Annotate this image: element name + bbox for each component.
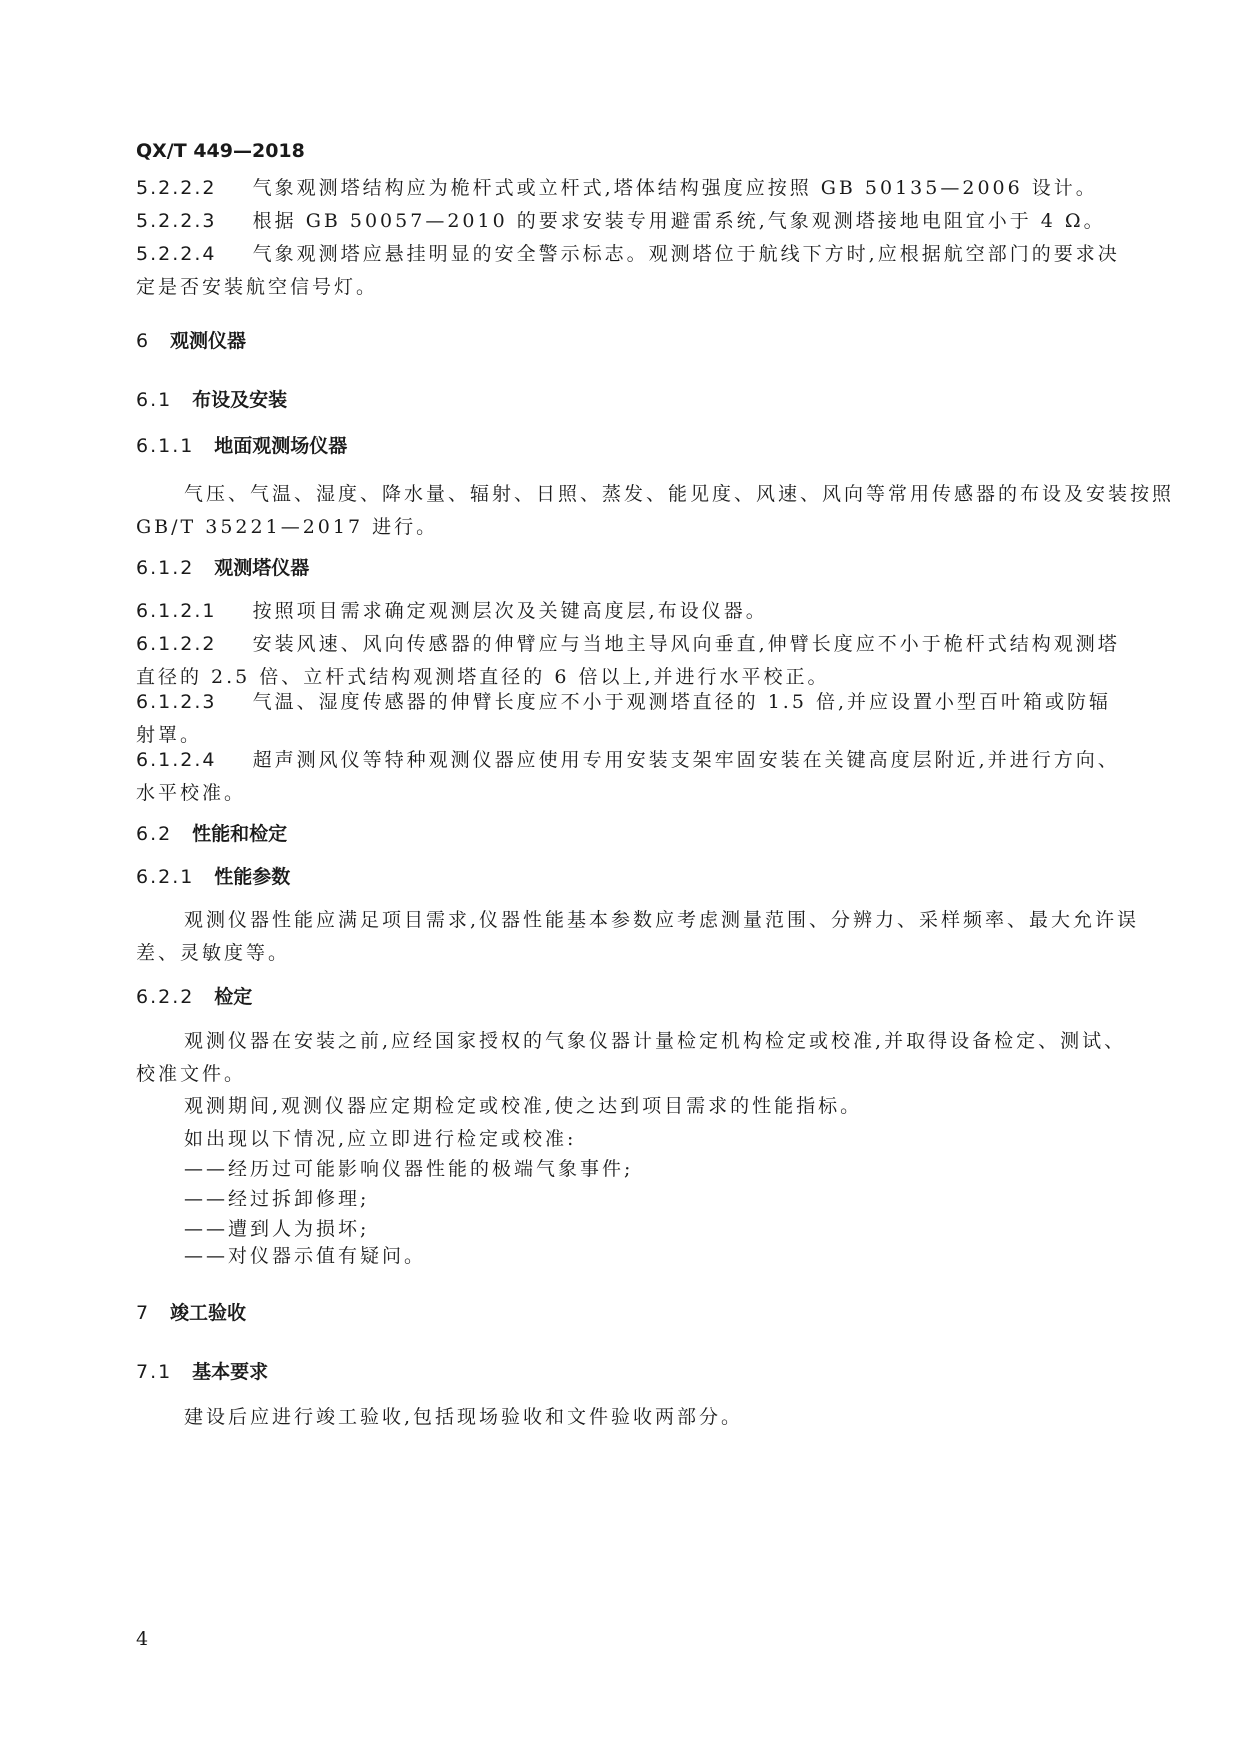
- section-number: 6: [136, 330, 151, 352]
- clause-6-1-2-3-cont: 射罩。: [136, 724, 203, 746]
- section-6-2-1-heading: [136, 861, 1104, 894]
- clause-6-1-2-4: [136, 744, 1120, 777]
- section-title: 性能参数: [214, 866, 291, 888]
- clause-number: 6.1.2.4: [136, 749, 217, 771]
- paragraph-7-1: 建设后应进行竣工验收,包括现场验收和文件验收两部分。: [184, 1406, 744, 1428]
- clause-text: 根据 GB 50057—2010 的要求安装专用避雷系统,气象观测塔接地电阻宜小于 4 Ω。: [252, 210, 1106, 232]
- clause-number: 5.2.2.4: [136, 243, 217, 265]
- standard-code-header: QX/T 449—2018: [136, 140, 305, 162]
- clause-text: 超声测风仪等特种观测仪器应使用专用安装支架牢固安装在关键高度层附近,并进行方向、: [252, 749, 1120, 771]
- clause-5-2-2-4: [136, 238, 1120, 271]
- section-title: 竣工验收: [169, 1302, 246, 1324]
- list-item: ——经过拆卸修理;: [184, 1188, 370, 1210]
- section-6-1-heading: [136, 384, 1104, 417]
- clause-text: 气象观测塔结构应为桅杆式或立杆式,塔体结构强度应按照 GB 50135—2006 设计。: [252, 177, 1098, 199]
- section-7-1-heading: [136, 1356, 1104, 1389]
- clause-6-1-2-4-cont: 水平校准。: [136, 782, 247, 804]
- section-6-1-1-heading: [136, 430, 1104, 463]
- paragraph-6-2-2b: 观测期间,观测仪器应定期检定或校准,使之达到项目需求的性能指标。: [184, 1095, 863, 1117]
- section-title: 基本要求: [192, 1361, 269, 1383]
- section-number: 7.1: [136, 1361, 173, 1383]
- clause-number: 5.2.2.2: [136, 177, 217, 199]
- section-title: 布设及安装: [192, 389, 288, 411]
- paragraph-6-2-2a-line2: 校准文件。: [136, 1063, 247, 1085]
- section-6-heading: [136, 325, 1104, 358]
- list-item: ——对仪器示值有疑问。: [184, 1245, 427, 1267]
- section-6-2-2-heading: [136, 981, 1104, 1014]
- section-number: 6.1.2: [136, 557, 195, 579]
- list-item: ——遭到人为损坏;: [184, 1218, 370, 1240]
- section-title: 观测塔仪器: [214, 557, 310, 579]
- section-6-2-heading: [136, 818, 1104, 851]
- paragraph-6-2-2a-line1: 观测仪器在安装之前,应经国家授权的气象仪器计量检定机构检定或校准,并取得设备检定、测试、: [184, 1030, 1127, 1052]
- section-number: 6.2.1: [136, 866, 195, 888]
- paragraph-6-1-1-line2: GB/T 35221—2017 进行。: [136, 516, 439, 538]
- clause-5-2-2-2: [136, 172, 1104, 205]
- clause-number: 6.1.2.2: [136, 633, 217, 655]
- section-number: 6.1.1: [136, 435, 195, 457]
- section-number: 6.2.2: [136, 986, 195, 1008]
- section-title: 检定: [214, 986, 253, 1008]
- clause-text: 气温、湿度传感器的伸臂长度应不小于观测塔直径的 1.5 倍,并应设置小型百叶箱或防辐: [252, 691, 1111, 713]
- paragraph-6-2-2c: 如出现以下情况,应立即进行检定或校准:: [184, 1128, 577, 1150]
- clause-number: 6.1.2.1: [136, 600, 217, 622]
- clause-5-2-2-3: [136, 205, 1104, 238]
- clause-6-1-2-3: [136, 686, 1111, 719]
- paragraph-6-2-1-line2: 差、灵敏度等。: [136, 942, 291, 964]
- page-number: 4: [136, 1628, 149, 1650]
- clause-number: 5.2.2.3: [136, 210, 217, 232]
- section-number: 6.2: [136, 823, 173, 845]
- clause-text: 按照项目需求确定观测层次及关键高度层,布设仪器。: [252, 600, 768, 622]
- clause-number: 6.1.2.3: [136, 691, 217, 713]
- section-6-1-2-heading: [136, 552, 1104, 585]
- paragraph-6-1-1-line1: 气压、气温、湿度、降水量、辐射、日照、蒸发、能见度、风速、风向等常用传感器的布设及安装按照: [184, 483, 1175, 505]
- clause-5-2-2-4-cont: 定是否安装航空信号灯。: [136, 276, 379, 298]
- section-number: 7: [136, 1302, 151, 1324]
- section-number: 6.1: [136, 389, 173, 411]
- section-title: 观测仪器: [169, 330, 246, 352]
- section-title: 性能和检定: [192, 823, 288, 845]
- clause-6-1-2-2: [136, 628, 1120, 661]
- section-7-heading: [136, 1297, 1104, 1330]
- clause-6-1-2-1: [136, 595, 1104, 628]
- clause-6-1-2-2-cont: 直径的 2.5 倍、立杆式结构观测塔直径的 6 倍以上,并进行水平校正。: [136, 666, 830, 688]
- paragraph-6-2-1-line1: 观测仪器性能应满足项目需求,仪器性能基本参数应考虑测量范围、分辨力、采样频率、最大允许误: [184, 909, 1140, 931]
- clause-text: 安装风速、风向传感器的伸臂应与当地主导风向垂直,伸臂长度应不小于桅杆式结构观测塔: [252, 633, 1120, 655]
- section-title: 地面观测场仪器: [214, 435, 348, 457]
- list-item: ——经历过可能影响仪器性能的极端气象事件;: [184, 1158, 634, 1180]
- clause-text: 气象观测塔应悬挂明显的安全警示标志。观测塔位于航线下方时,应根据航空部门的要求决: [252, 243, 1120, 265]
